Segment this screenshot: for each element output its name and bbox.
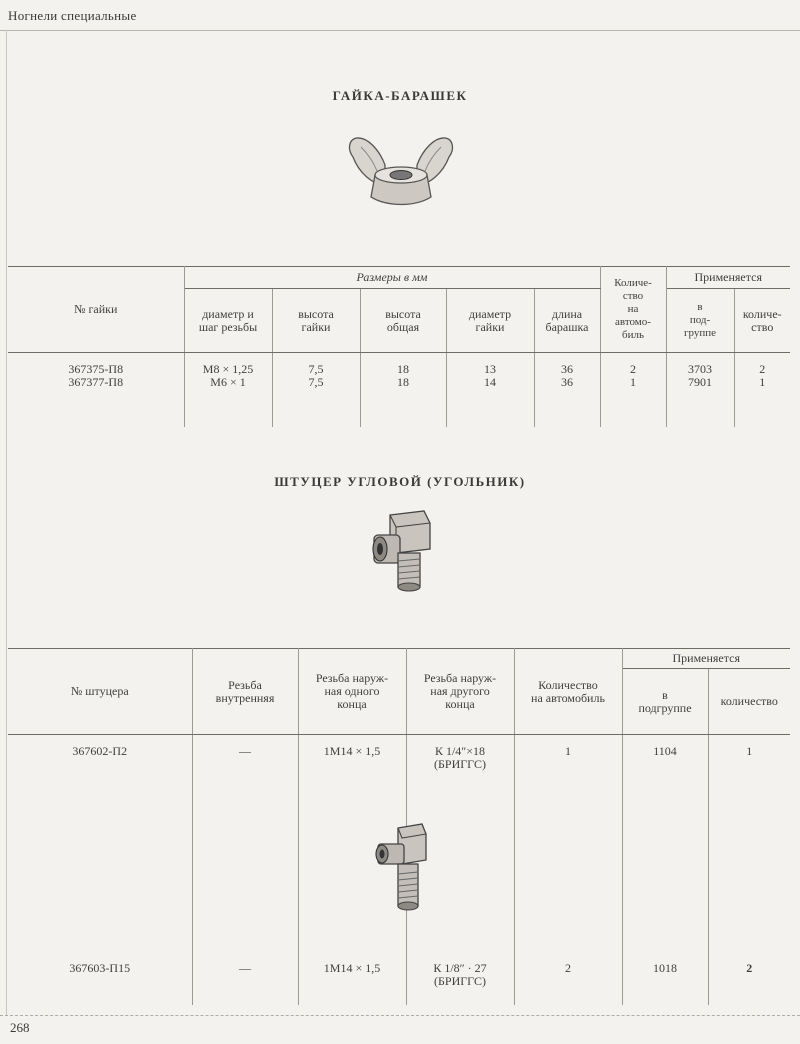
header-used-group: Применяется — [622, 649, 790, 669]
section-title-wing-nut: ГАЙКА-БАРАШЕК — [332, 88, 468, 103]
header-quantity: количе- ство — [734, 289, 790, 353]
angle-fitting-icon — [368, 820, 440, 912]
table-row: 367375-П8 367377-П8 М8 × 1,25 М6 × 1 7,5 7,5 18 18 13 14 36 36 2 1 3703 7901 2 1 — [8, 353, 790, 427]
footer-rule — [0, 1015, 800, 1016]
running-head: Ногнели специальные — [8, 8, 137, 23]
angle-fitting-icon — [368, 505, 440, 593]
page-number: 268 — [10, 1020, 30, 1035]
header-wing-length: длина барашка — [534, 289, 600, 353]
header-fitting-number: № штуцера — [8, 649, 192, 735]
header-used-group: Применяется — [666, 267, 790, 289]
header-dimensions-group: Размеры в мм — [184, 267, 600, 289]
section-title-angle-fitting: ШТУЦЕР УГЛОВОЙ (УГОЛЬНИК) — [274, 474, 526, 489]
wing-nut-icon — [345, 135, 457, 210]
header-qty-per-vehicle: Количество на автомобиль — [514, 649, 622, 735]
header-in-subgroup: в под- группе — [666, 289, 734, 353]
header-quantity: количество — [708, 669, 790, 735]
header-nut-height: высота гайки — [272, 289, 360, 353]
header-thread: диаметр и шаг резьбы — [184, 289, 272, 353]
table-row: 367602-П2 — 1М14 × 1,5 К 1/4″×18 (БРИГГС) 1 1104 1 — [8, 735, 790, 825]
header-qty-per-vehicle: Количе- ство на автомо- биль — [600, 267, 666, 353]
header-rule — [0, 30, 800, 31]
header-external-thread-one-end: Резьба наруж- ная одного конца — [298, 649, 406, 735]
header-internal-thread: Резьба внутренняя — [192, 649, 298, 735]
wing-nut-table — [8, 266, 790, 427]
left-margin-rule — [6, 30, 7, 1015]
header-in-subgroup: в подгруппе — [622, 669, 708, 735]
table-row: 367603-П15 — 1М14 × 1,5 К 1/8″ · 27 (БРИГГС) 2 1018 2 — [8, 825, 790, 1005]
header-nut-diameter: диаметр гайки — [446, 289, 534, 353]
header-total-height: высота общая — [360, 289, 446, 353]
header-external-thread-other-end: Резьба наруж- ная другого конца — [406, 649, 514, 735]
header-nut-number: № гайки — [8, 267, 184, 353]
